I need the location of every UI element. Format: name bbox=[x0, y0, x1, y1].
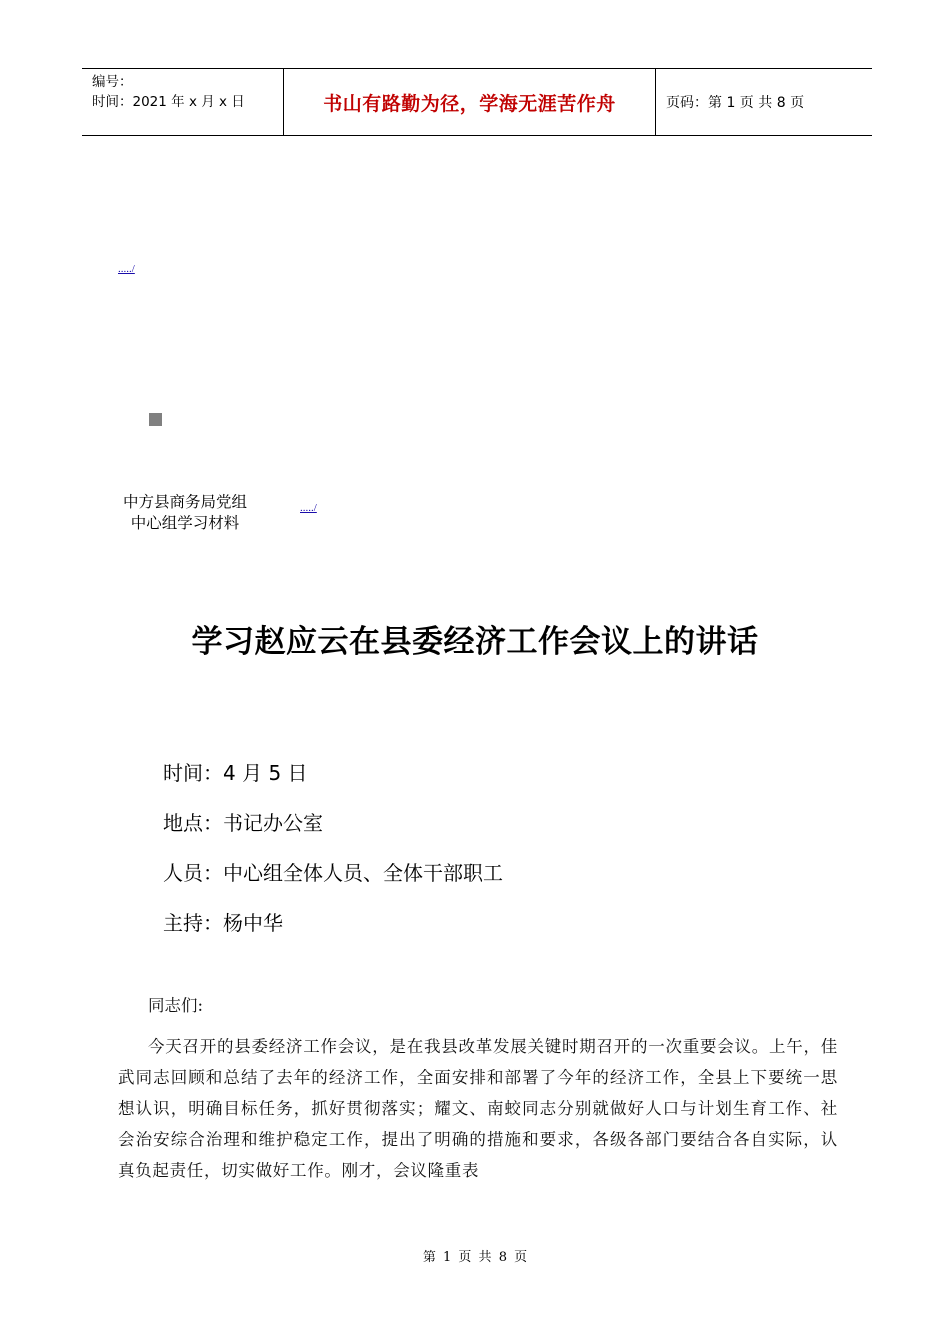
document-title: 学习赵应云在县委经济工作会议上的讲话 bbox=[191, 624, 759, 660]
header-page-count: 页码：第 1 页 共 8 页 bbox=[666, 95, 805, 111]
meta-people: 人员：中心组全体人员、全体干部职工 bbox=[163, 861, 503, 885]
meta-time: 时间：4 月 5 日 bbox=[163, 761, 308, 785]
document-number-label: 编号： bbox=[92, 74, 133, 90]
organization-line-1: 中方县商务局党组 bbox=[122, 493, 247, 511]
placeholder-image-icon bbox=[149, 413, 162, 426]
document-header bbox=[82, 68, 872, 136]
document-date: 时间：2021 年 x 月 x 日 bbox=[92, 94, 245, 110]
salutation: 同志们: bbox=[148, 996, 204, 1015]
header-motto: 书山有路勤为径，学海无涯苦作舟 bbox=[284, 69, 656, 135]
body-paragraph: 今天召开的县委经济工作会议，是在我县改革发展关键时期召开的一次重要会议。上午，佳武同志回顾和总结了去年的经济工作，全面安排和部署了今年的经济工作，全县上下要统一思想认识，明确目标任务，抓好贯彻落实；耀文、南蛟同志分别就做好人口与计划生育工作、社会治安综合治理和维护稳定工作，提出了明确的措施和要求，各级各部门要结合各自实际，认真负起责任，切实做好工作。刚才，会议隆重表 bbox=[118, 1037, 838, 1180]
page-footer: 第 1 页 共 8 页 bbox=[422, 1250, 528, 1265]
organization-label bbox=[105, 492, 265, 534]
top-link[interactable]: ...../ bbox=[118, 263, 135, 275]
meta-place: 地点：书记办公室 bbox=[163, 811, 323, 835]
header-info-cell bbox=[82, 69, 284, 135]
mid-link[interactable]: ...../ bbox=[300, 502, 317, 514]
document-body bbox=[118, 990, 838, 1186]
meta-host: 主持：杨中华 bbox=[163, 911, 283, 935]
organization-line-2: 中心组学习材料 bbox=[130, 514, 240, 532]
